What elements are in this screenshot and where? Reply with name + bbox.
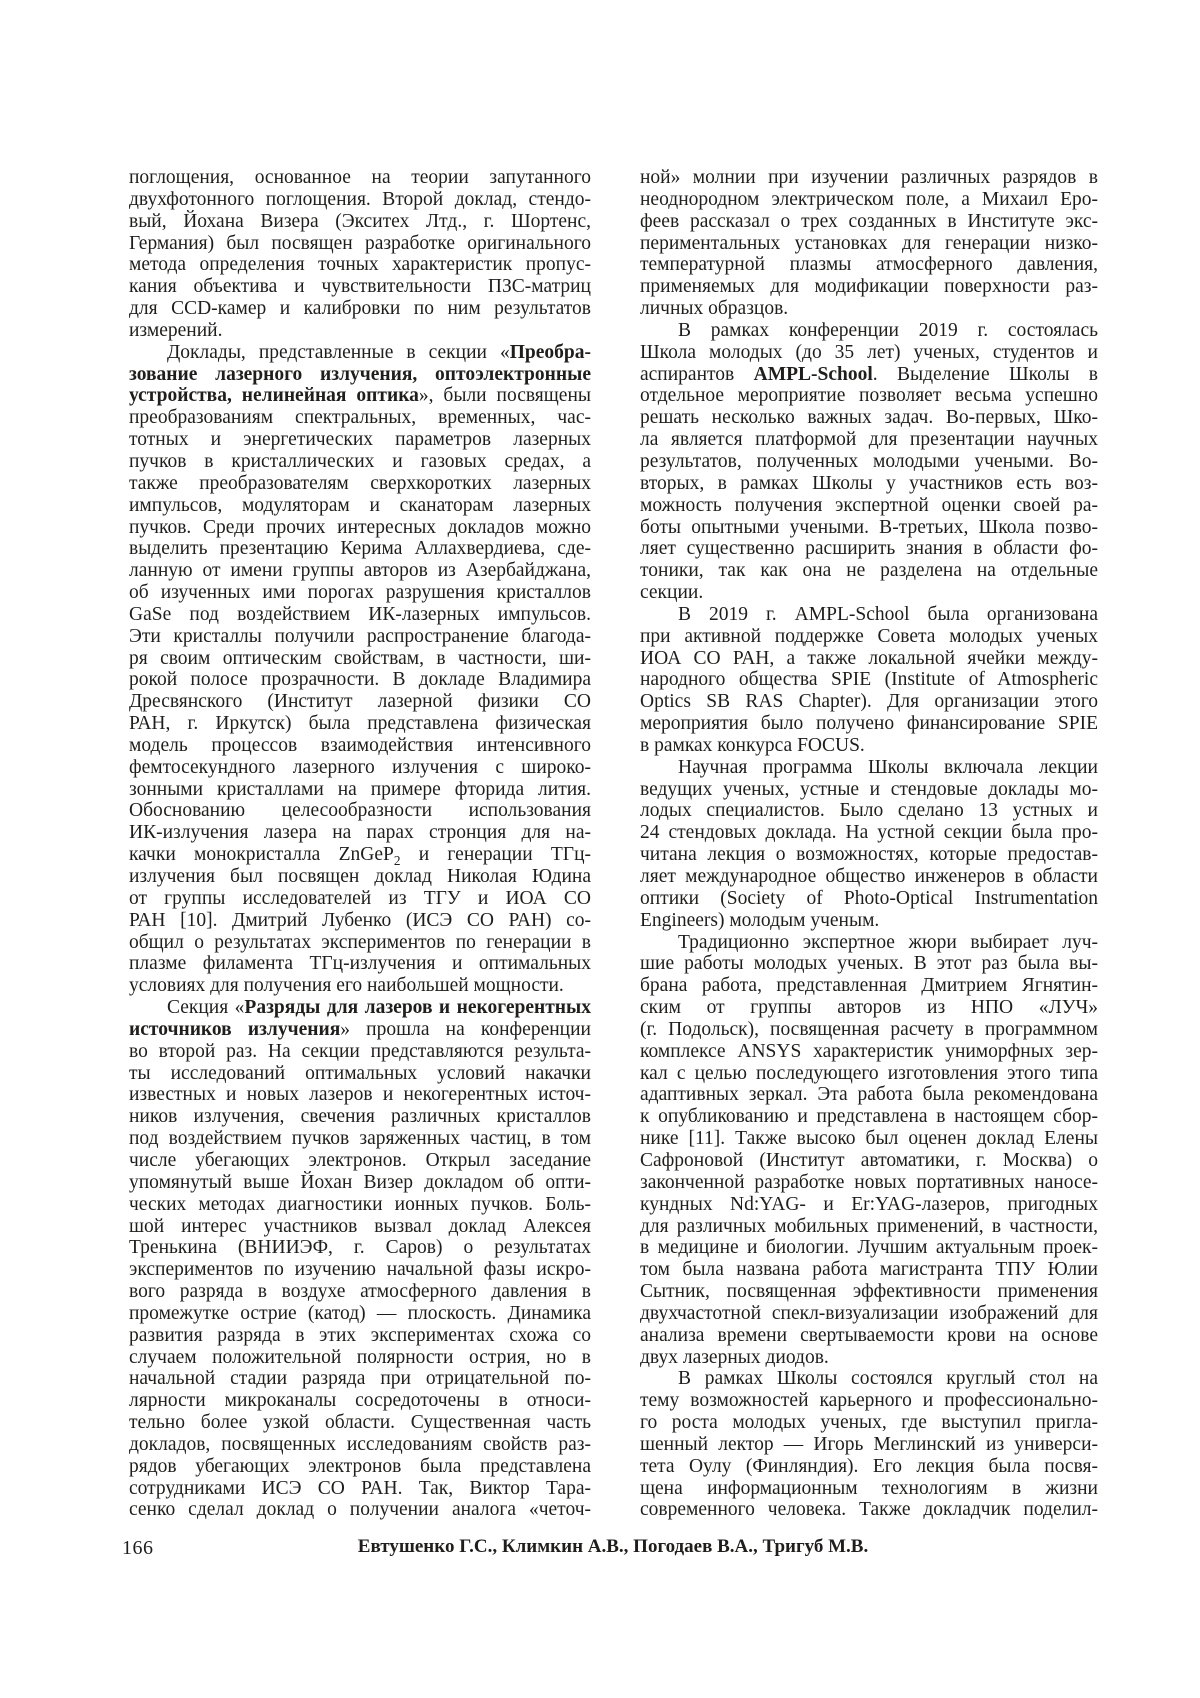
text-line: двухфотонного поглощения. Второй доклад, стендо- [129,188,591,210]
text-line: к опубликованию и представлена в настоящем сбор- [640,1106,1098,1128]
text-line: применяемых для модификации поверхности раз- [640,276,1098,298]
text-line: В рамках Школы состоялся круглый стол на [678,1368,1098,1390]
text-line: лодых специалистов. Было сделано 13 устных и [640,800,1098,822]
text-line: экспериментов по изучению начальной фазы искро- [129,1259,591,1281]
text-line: неоднородном электрическом поле, а Михаил Еро- [640,188,1098,210]
text-line: рокой полосе прозрачности. В докладе Владимира [129,669,591,691]
text-line: тотных и энергетических параметров лазерных [129,429,591,451]
text-line: 24 стендовых доклада. На устной секции была про- [640,822,1098,844]
text-line: Эти кристаллы получили распространение благода- [129,625,591,647]
text-line: для различных мобильных применений, в частности, [640,1215,1098,1237]
text-line: ведущих ученых, устные и стендовые доклады мо- [640,778,1098,800]
text-line: ланную от имени группы авторов из Азербайджана, [129,560,591,582]
text-line: поглощения, основанное на теории запутанного [129,167,591,188]
text-line: кундных Nd:YAG- и Er:YAG-лазеров, пригодных [640,1193,1098,1215]
text-line: Сытник, посвященная эффективности применения [640,1281,1098,1303]
text-line: Секция «Разряды для лазеров и некогерентных [167,997,591,1019]
text-line: ляет существенно расширить знания в области фо- [640,538,1098,560]
text-line: общил о результатах экспериментов по генерации в [129,931,591,953]
text-line: тоники, так как она не разделена на отдельные [640,560,1098,582]
text-line: условиях для получения его наибольшей мощности. [129,975,564,997]
text-line: том была названа работа магистранта ТПУ Юлии [640,1259,1098,1281]
text-line: преобразованиям спектральных, временных, час- [129,407,591,429]
text-line: развития разряда в этих экспериментах схожа со [129,1324,591,1346]
text-line: измерений. [129,319,223,341]
text-line: также преобразователям сверхкоротких лазерных [129,472,591,494]
text-line: нике [11]. Также высоко был оценен доклад Елены [640,1128,1098,1150]
text-line: комплексе ANSYS характеристик униморфных зер- [640,1040,1098,1062]
text-line: анализа времени свертываемости крови на основе [640,1324,1098,1346]
text-line: Научная программа Школы включала лекции [678,756,1098,778]
page-footer [122,1536,1097,1562]
text-line: от группы исследователей из ТГУ и ИОА СО [129,887,591,909]
text-line: боты опытными учеными. В-третьих, Школа позво- [640,516,1098,538]
text-line: Доклады, представленные в секции «Преобра- [167,341,591,363]
text-line: мероприятия было получено финансирование SPIE [640,713,1098,735]
text-line: модель процессов взаимодействия интенсивного [129,734,591,756]
text-line: результатов, полученных молодыми учеными. Во- [640,450,1098,472]
text-line: лярности микроканалы сосредоточены в относи- [129,1390,591,1412]
text-line: ским от группы авторов из НПО «ЛУЧ» [640,997,1098,1019]
text-line: Engineers) молодым ученым. [640,909,880,931]
text-line: при активной поддержке Совета молодых ученых [640,625,1098,647]
text-line: ря своим оптическим свойствам, в частности, ши- [129,647,591,669]
text-column-left [129,167,591,1521]
text-line: об изученных ими порогах разрушения кристаллов [129,582,591,604]
text-line: тему возможностей карьерного и профессионально- [640,1390,1098,1412]
text-line: ИК-излучения лазера на парах стронция для на- [129,822,591,844]
text-line: упомянутый выше Йохан Визер докладом об опти- [129,1171,591,1193]
text-line: вторых, в рамках Школы у участников есть воз- [640,472,1098,494]
text-line: температурной плазмы атмосферного давления, [640,254,1098,276]
text-line: периментальных установках для генерации низко- [640,232,1098,254]
text-line: (г. Подольск), посвященная расчету в программном [640,1018,1098,1040]
text-line: пучков. Среди прочих интересных докладов можно [129,516,591,538]
text-line: можность получения экспертной оценки своей ра- [640,494,1098,516]
text-line: щена информационным технологиям в жизни [640,1477,1098,1499]
text-line: ты исследований оптимальных условий накачки [129,1062,591,1084]
text-line: современного человека. Также докладчик поделил- [640,1499,1098,1521]
text-line: сенко сделал доклад о получении аналога «четоч- [129,1499,591,1521]
text-line: GaSe под воздействием ИК-лазерных импульсов. [129,603,591,625]
text-line: вого разряда в воздухе атмосферного давления в [129,1281,591,1303]
text-line: народного общества SPIE (Institute of Atmospheric [640,669,1098,691]
text-line: начальной стадии разряда при отрицательной по- [129,1368,591,1390]
text-line: В рамках конференции 2019 г. состоялась [678,319,1098,341]
text-line: адаптивных зеркал. Эта работа была рекомендована [640,1084,1098,1106]
text-line: оптики (Society of Photo-Optical Instrumentation [640,887,1098,909]
text-column-right [640,167,1098,1521]
text-line: секции. [640,582,704,604]
text-line: в медицине и биологии. Лучшим актуальным проек- [640,1237,1098,1259]
footer-authors: Евтушенко Г.С., Климкин А.В., Погодаев В.А., Тригуб М.В. [357,1536,869,1557]
text-line: зование лазерного излучения, оптоэлектронные [129,363,591,385]
text-line: личных образцов. [640,298,789,320]
text-line: промежутке острие (катод) — плоскость. Динамика [129,1302,591,1324]
text-line: В 2019 г. AMPL-School была организована [678,603,1098,625]
text-line: числе убегающих электронов. Открыл заседание [129,1149,591,1171]
text-line: читана лекция о возможностях, которые предостав- [640,844,1098,866]
text-line: под воздействием пучков заряженных частиц, в том [129,1128,591,1150]
text-line: феев рассказал о трех созданных в Институте экс- [640,210,1098,232]
text-line: докладов, посвященных исследованиям свойств раз- [129,1433,591,1455]
text-line: решать несколько важных задач. Во-первых, Шко- [640,407,1098,429]
text-line: шенный лектор — Игорь Меглинский из универси- [640,1433,1098,1455]
text-line: законченной разработке новых портативных наносе- [640,1171,1098,1193]
text-line: в рамках конкурса FOCUS. [640,734,865,756]
text-line: излучения был посвящен доклад Николая Юдина [129,866,591,887]
text-line: плазме филамента ТГц-излучения и оптимальных [129,953,591,975]
text-line: тельно более узкой области. Существенная часть [129,1412,591,1434]
text-line: шой интерес участников вызвал доклад Алексея [129,1215,591,1237]
text-line: зонными кристаллами на примере фторида лития. [129,778,591,800]
text-line: ла является платформой для презентации научных [640,429,1098,451]
text-line: во второй раз. На секции представляются результа- [129,1040,591,1062]
text-line: качки монокристалла ZnGeP$_2$ и генерации ТГц- [129,844,592,869]
text-line: известных и новых лазеров и некогерентных источ- [129,1084,591,1106]
text-line: импульсов, модуляторам и сканаторам лазерных [129,494,591,516]
text-line: ИОА СО РАН, а также локальной ячейки между- [640,647,1098,669]
text-line: Обоснованию целесообразности использования [129,800,591,822]
text-line: Школа молодых (до 35 лет) ученых, студентов и [640,341,1098,363]
text-line: кал с целью последующего изготовления этого типа [640,1062,1098,1084]
text-line: устройства, нелинейная оптика», были посвящены [129,385,591,407]
text-line: ляет международное общество инженеров в области [640,866,1098,887]
text-line: метода определения точных характеристик пропус- [129,254,591,276]
text-line: тета Оулу (Финляндия). Его лекция была посвя- [640,1455,1098,1477]
text-line: случаем положительной полярности острия, но в [129,1346,591,1368]
text-line: брана работа, представленная Дмитрием Ягнятин- [640,975,1098,997]
text-line: выделить презентацию Керима Аллахвердиева, сде- [129,538,591,560]
text-line: аспирантов AMPL-School. Выделение Школы в [640,363,1098,385]
text-line: ников излучения, свечения различных кристаллов [129,1106,591,1128]
text-line: двухчастотной спекл-визуализации изображений для [640,1302,1098,1324]
text-line: источников излучения» прошла на конференции [129,1018,591,1040]
text-line: РАН, г. Иркутск) была представлена физическая [129,713,591,735]
text-line: фемтосекундного лазерного излучения с широко- [129,756,591,778]
text-line: ной» молнии при изучении различных разрядов в [640,167,1098,188]
text-line: для CCD-камер и калибровки по ним результатов [129,298,591,320]
page-number: 166 [122,1537,154,1559]
text-line: пучков в кристаллических и газовых средах, а [129,450,591,472]
text-line: ческих методах диагностики ионных пучков. Боль- [129,1193,591,1215]
text-line: рядов убегающих электронов была представлена [129,1455,591,1477]
text-line: шие работы молодых ученых. В этот раз была вы- [640,953,1098,975]
text-line: го роста молодых ученых, где выступил пригла- [640,1412,1098,1434]
text-line: Дресвянского (Институт лазерной физики СО [129,691,591,713]
text-line: Тренькина (ВНИИЭФ, г. Саров) о результатах [129,1237,591,1259]
text-line: двух лазерных диодов. [640,1346,829,1368]
text-line: кания объектива и чувствительности ПЗС-матриц [129,276,591,298]
text-line: РАН [10]. Дмитрий Лубенко (ИСЭ СО РАН) со- [129,909,591,931]
text-line: Optics SB RAS Chapter). Для организации этого [640,691,1098,713]
text-line: Сафроновой (Институт автоматики, г. Москва) о [640,1149,1098,1171]
text-line: Традиционно экспертное жюри выбирает луч- [678,931,1098,953]
text-line: отдельное мероприятие позволяет весьма успешно [640,385,1098,407]
text-line: Германия) был посвящен разработке оригинального [129,232,591,254]
text-line: сотрудниками ИСЭ СО РАН. Так, Виктор Тара- [129,1477,591,1499]
text-line: вый, Йохана Визера (Экситех Лтд., г. Шортенс, [129,210,591,232]
